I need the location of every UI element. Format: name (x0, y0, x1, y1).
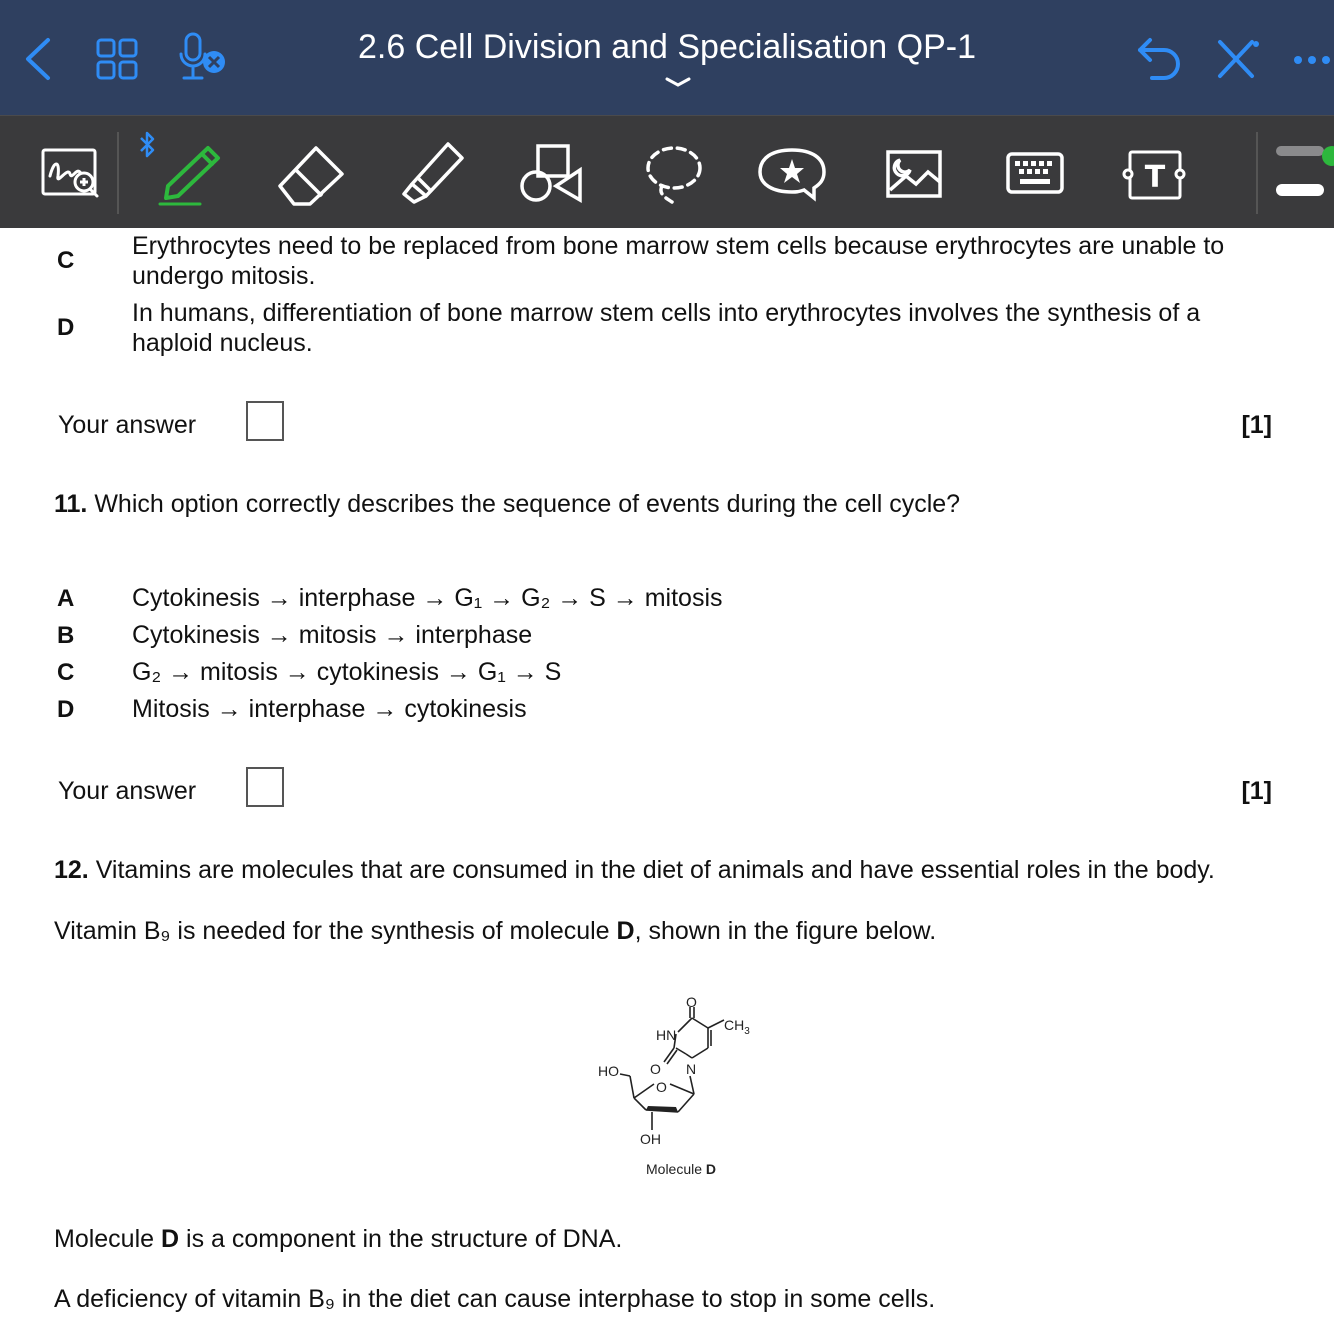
atom-o-left: O (650, 1061, 661, 1077)
option-c-text-line1: Erythrocytes need to be replaced from bone marrow stem cells because erythrocytes are unable to (132, 232, 1225, 260)
toolbar-divider-right (1256, 132, 1258, 214)
q11-option-d-text: Mitosis → interphase → cytokinesis (132, 695, 527, 723)
toolbar-divider (117, 132, 119, 214)
atom-ho: HO (598, 1063, 619, 1079)
question-11 (54, 490, 960, 519)
question-12-number: 12. (54, 856, 89, 884)
atom-o-ring: O (656, 1079, 667, 1095)
title-chevron-icon[interactable] (664, 76, 692, 88)
atom-hn: HN (656, 1027, 677, 1043)
question-12-line2 (54, 917, 936, 946)
more-icon[interactable] (1292, 54, 1334, 66)
pen-size-icon[interactable] (1272, 142, 1334, 202)
sticker-icon[interactable] (758, 146, 828, 202)
svg-text:T: T (1144, 160, 1166, 195)
atom-ch3-subscript: 3 (744, 1026, 750, 1037)
q11-option-b-text: Cytokinesis → mitosis → interphase (132, 621, 533, 649)
question-11-number: 11. (54, 490, 88, 518)
option-d-text-line2: haploid nucleus. (132, 329, 313, 357)
answer-box-q11[interactable] (246, 767, 284, 807)
atom-o-top: O (686, 994, 697, 1010)
eraser-icon[interactable] (276, 140, 348, 206)
q12-line3-part1: Molecule (54, 1225, 161, 1253)
undo-icon[interactable] (1136, 36, 1186, 82)
figure-caption (646, 1161, 716, 1177)
text-box-icon[interactable] (1122, 150, 1188, 200)
q11-option-letter-a: A (57, 585, 75, 612)
pen-icon[interactable] (156, 144, 226, 208)
answer-label-q11: Your answer (58, 777, 197, 805)
q11-option-letter-b: B (57, 622, 75, 649)
q11-option-letter-d: D (57, 696, 75, 723)
atom-ch3-ch: CH (724, 1017, 745, 1033)
bluetooth-icon (138, 130, 158, 160)
q12-line2-part1: Vitamin B₉ is needed for the synthesis of molecule (54, 917, 617, 945)
question-12 (54, 856, 1215, 885)
marks-q10: [1] (1241, 411, 1272, 439)
atom-oh: OH (640, 1131, 661, 1147)
zoom-pen-icon[interactable] (40, 146, 102, 202)
option-c-text-line2: undergo mitosis. (132, 262, 316, 290)
keyboard-icon[interactable] (1006, 152, 1064, 196)
q12-line3-part3: is a component in the structure of DNA. (179, 1225, 623, 1253)
molecule-d-figure (590, 990, 770, 1190)
top-bar (0, 0, 1334, 115)
document-title[interactable]: 2.6 Cell Division and Specialisation QP-1 (358, 28, 976, 66)
image-icon[interactable] (886, 150, 942, 200)
marks-q11: [1] (1241, 777, 1272, 805)
q11-option-a-text: Cytokinesis → interphase → G₁ → G₂ → S → mitosis (132, 584, 723, 612)
annotation-toolbar (0, 115, 1334, 228)
answer-box-q10[interactable] (246, 401, 284, 441)
answer-label-q10: Your answer (58, 411, 197, 439)
highlighter-icon[interactable] (398, 140, 468, 206)
q11-option-letter-c: C (57, 659, 75, 686)
atom-ch3 (724, 1017, 750, 1037)
option-letter-c: C (57, 247, 75, 274)
q11-option-c-text: G₂ → mitosis → cytokinesis → G₁ → S (132, 658, 562, 686)
close-icon[interactable] (1216, 38, 1262, 80)
question-12-intro: Vitamins are molecules that are consumed in the diet of animals and have essential roles in the body. (88, 856, 1215, 884)
option-d-text-line1: In humans, differentiation of bone marrow stem cells into erythrocytes involves the synthesis of a (132, 299, 1201, 327)
q12-line2-molecule: D (616, 917, 635, 945)
question-11-text: Which option correctly describes the sequence of events during the cell cycle? (87, 490, 961, 518)
q12-line2-part3: , shown in the figure below. (634, 917, 937, 945)
option-letter-d: D (57, 314, 75, 341)
atom-n: N (686, 1061, 697, 1077)
q12-line3-molecule: D (161, 1225, 180, 1253)
question-12-line4: A deficiency of vitamin B₉ in the diet can cause interphase to stop in some cells. (54, 1285, 936, 1313)
question-12-line3 (54, 1225, 622, 1254)
lasso-icon[interactable] (644, 144, 704, 206)
shapes-icon[interactable] (520, 142, 584, 206)
figure-caption-text: Molecule (646, 1161, 706, 1177)
figure-caption-molecule: D (705, 1161, 717, 1177)
